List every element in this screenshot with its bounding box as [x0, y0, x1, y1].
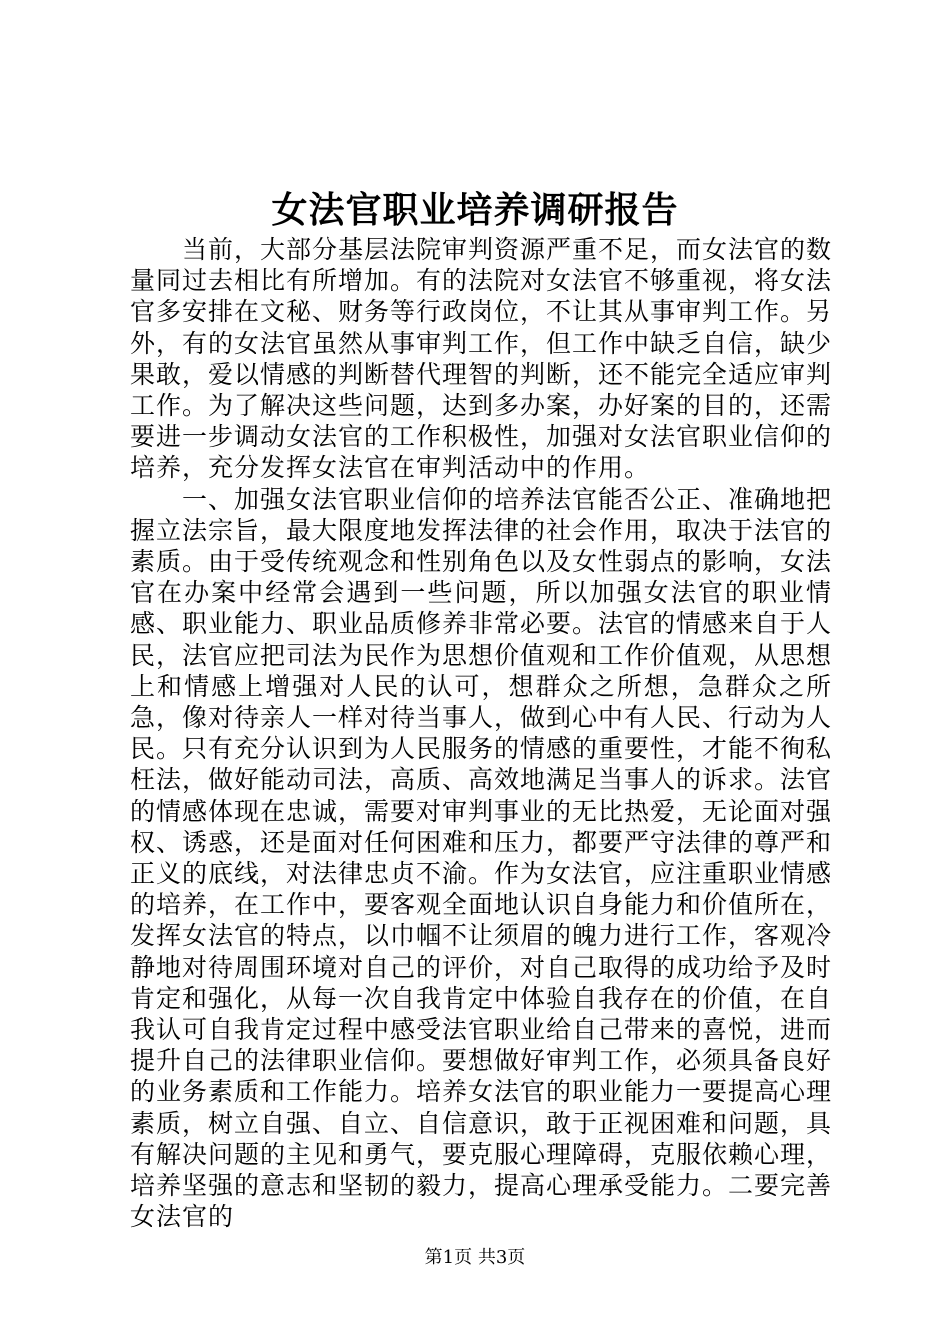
paragraph-section-one: 一、加强女法官职业信仰的培养法官能否公正、准确地把握立法宗旨，最大限度地发挥法律的社会作用，取决于法官的素质。由于受传统观念和性别角色以及女性弱点的影响，女法官在办案中经常会遇到一些问题，所以加强女法官的职业情感、职业能力、职业品质修养非常必要。法官的情感来自于人民，法官应把司法为民作为思想价值观和工作价值观，从思想上和情感上增强对人民的认可，想群众之所想，急群众之所急，像对待亲人一样对待当事人，做到心中有人民、行动为人民。只有充分认识到为人民服务的情感的重要性，才能不徇私枉法，做好能动司法，高质、高效地满足当事人的诉求。法官的情感体现在忠诚，需要对审判事业的无比热爱，无论面对强权、诱惑，还是面对任何困难和压力，都要严守法律的尊严和正义的底线，对法律忠贞不渝。作为女法官，应注重职业情感的培养，在工作中，要客观全面地认识自身能力和价值所在，发挥女法官的特点，以巾帼不让须眉的魄力进行工作，客观冷静地对待周围环境对自己的评价，对自己取得的成功给予及时肯定和强化，从每一次自我肯定中体验自我存在的价值，在自我认可自我肯定过程中感受法官职业给自己带来的喜悦，进而提升自己的法律职业信仰。要想做好审判工作，必须具备良好的业务素质和工作能力。培养女法官的职业能力一要提高心理素质，树立自强、自立、自信意识，敢于正视困难和问题，具有解决问题的主见和勇气，要克服心理障碍，克服依赖心理，培养坚强的意志和坚韧的毅力，提高心理承受能力。二要完善女法官的 — [130, 484, 833, 1232]
document-title: 女法官职业培养调研报告 — [271, 189, 679, 231]
page-number-footer: 第1页 共3页 — [424, 1247, 526, 1268]
document-body — [130, 234, 832, 1233]
paragraph-intro: 当前，大部分基层法院审判资源严重不足，而女法官的数量同过去相比有所增加。有的法院对女法官不够重视，将女法官多安排在文秘、财务等行政岗位，不让其从事审判工作。另外，有的女法官虽然从事审判工作，但工作中缺乏自信，缺少果敢，爱以情感的判断替代理智的判断，还不能完全适应审判工作。为了解决这些问题，达到多办案，办好案的目的，还需要进一步调动女法官的工作积极性，加强对女法官职业信仰的培养，充分发挥女法官在审判活动中的作用。 — [130, 235, 833, 483]
